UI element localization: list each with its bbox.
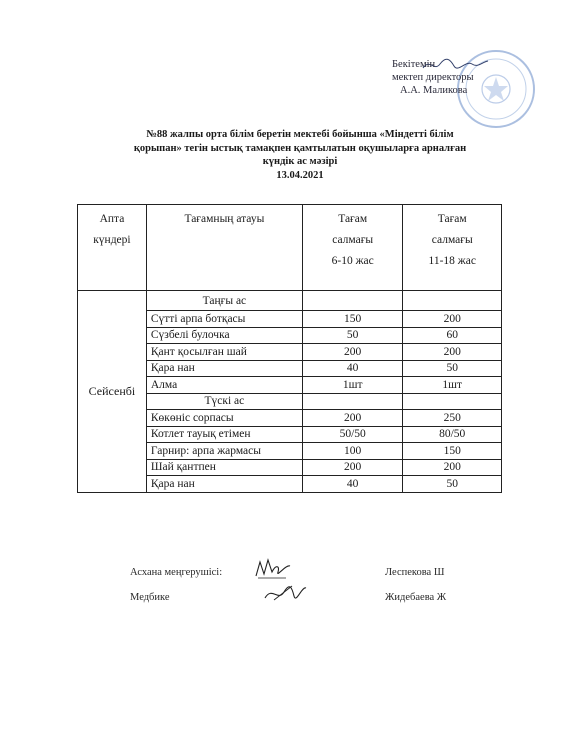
nurse-signature xyxy=(262,582,308,606)
approval-line-2: мектеп директоры xyxy=(392,72,474,83)
title-line-3: күндік ас мәзірі xyxy=(262,156,338,167)
header-big-line-2: салмағы xyxy=(431,234,473,246)
portion-big-cell: 150 xyxy=(403,443,502,460)
dish-cell: Шай қантпен xyxy=(146,459,302,476)
portion-small-cell: 40 xyxy=(302,476,403,493)
header-dish: Тағамның атауы xyxy=(146,205,302,291)
portion-big-cell: 60 xyxy=(403,327,502,344)
dish-cell: Котлет тауық етімен xyxy=(146,426,302,443)
nurse-name: Жидебаева Ж xyxy=(385,592,447,603)
approval-block xyxy=(392,58,542,97)
portion-small-cell: 1шт xyxy=(302,377,403,394)
header-day-line-1: Апта xyxy=(99,213,125,225)
portion-big-cell: 1шт xyxy=(403,377,502,394)
portion-big-cell: 50 xyxy=(403,360,502,377)
portion-big-cell: 200 xyxy=(403,311,502,328)
empty-cell xyxy=(302,291,403,311)
document-title xyxy=(95,128,505,182)
dish-cell: Қара нан xyxy=(146,360,302,377)
empty-cell xyxy=(403,393,502,410)
header-big-line-3: 11-18 жас xyxy=(428,255,476,267)
table-header-row xyxy=(78,205,502,291)
canteen-manager-signature xyxy=(252,556,292,582)
portion-small-cell: 200 xyxy=(302,459,403,476)
header-portion-small xyxy=(302,205,403,291)
day-cell: Сейсенбі xyxy=(78,291,147,493)
empty-cell xyxy=(403,291,502,311)
header-small-line-2: салмағы xyxy=(332,234,374,246)
title-line-2: қорыпан» тегін ыстық тамақпен қамтылатын оқушыларға арналған xyxy=(133,142,467,154)
header-day xyxy=(78,205,147,291)
menu-table xyxy=(77,204,502,493)
section-label: Таңғы ас xyxy=(146,291,302,311)
approval-line-1: Бекітемін xyxy=(392,59,436,70)
empty-cell xyxy=(302,393,403,410)
nurse-label: Медбике xyxy=(130,592,170,603)
portion-small-cell: 40 xyxy=(302,360,403,377)
header-big-line-1: Тағам xyxy=(437,213,467,225)
portion-big-cell: 200 xyxy=(403,344,502,361)
title-date: 13.04.2021 xyxy=(276,169,324,181)
portion-big-cell: 200 xyxy=(403,459,502,476)
header-small-line-1: Тағам xyxy=(338,213,368,225)
portion-small-cell: 50 xyxy=(302,327,403,344)
approval-line-3: А.А. Маликова xyxy=(400,85,468,96)
header-day-line-2: күндері xyxy=(93,234,131,246)
portion-small-cell: 200 xyxy=(302,344,403,361)
dish-cell: Сүтті арпа ботқасы xyxy=(146,311,302,328)
portion-big-cell: 50 xyxy=(403,476,502,493)
title-line-1: №88 жалпы орта білім беретін мектебі бойынша «Міндетті білім xyxy=(146,129,454,140)
dish-cell: Қара нан xyxy=(146,476,302,493)
dish-cell: Алма xyxy=(146,377,302,394)
dish-cell: Сүзбелі булочка xyxy=(146,327,302,344)
portion-big-cell: 80/50 xyxy=(403,426,502,443)
portion-small-cell: 200 xyxy=(302,410,403,427)
dish-cell: Көкөніс сорпасы xyxy=(146,410,302,427)
dish-cell: Гарнир: арпа жармасы xyxy=(146,443,302,460)
header-small-line-3: 6-10 жас xyxy=(331,255,374,267)
canteen-manager-name: Леспекова Ш xyxy=(385,567,445,578)
portion-small-cell: 150 xyxy=(302,311,403,328)
portion-small-cell: 100 xyxy=(302,443,403,460)
canteen-manager-label: Асхана меңгерушісі: xyxy=(130,567,223,578)
portion-big-cell: 250 xyxy=(403,410,502,427)
section-label: Түскі ас xyxy=(146,393,302,410)
header-portion-big xyxy=(403,205,502,291)
portion-small-cell: 50/50 xyxy=(302,426,403,443)
section-row-breakfast xyxy=(78,291,502,311)
dish-cell: Қант қосылған шай xyxy=(146,344,302,361)
